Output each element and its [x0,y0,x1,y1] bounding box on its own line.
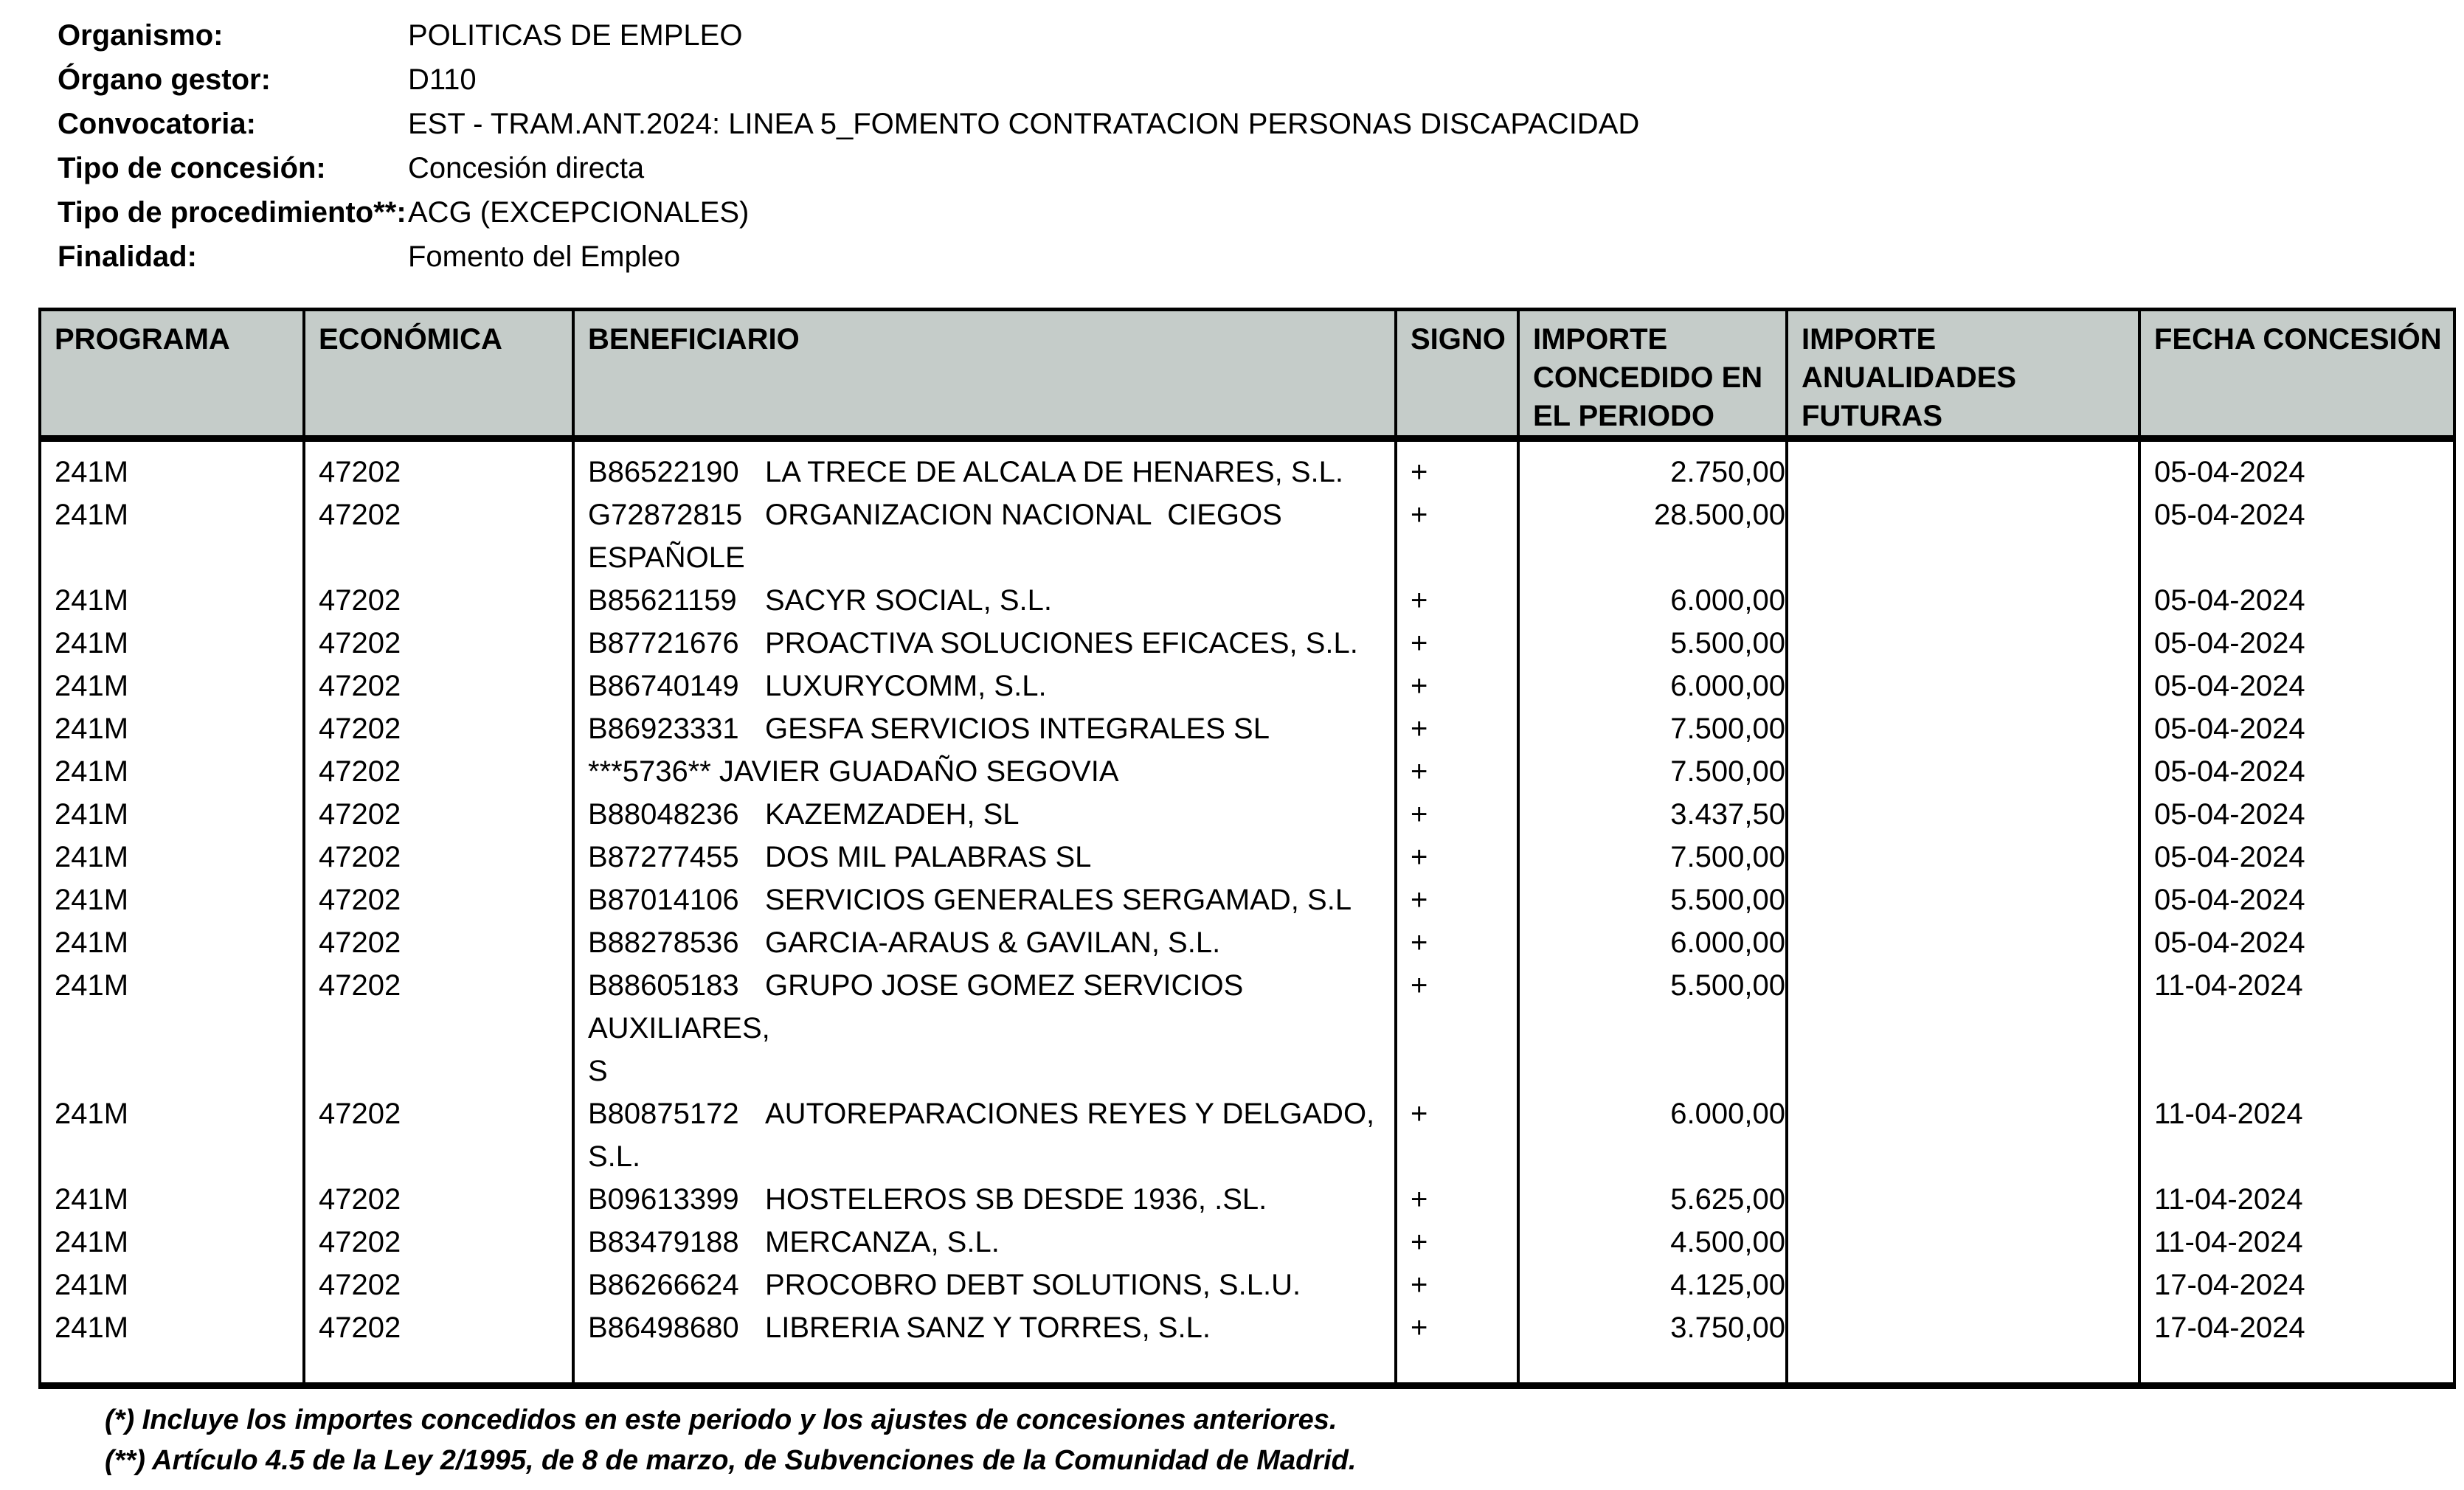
cell-economica: 47202 [304,1264,573,1306]
beneficiary-id: B80875172 [588,1098,739,1130]
cell-signo: + [1396,793,1518,836]
cell-importe: 6.000,00 [1518,1092,1787,1178]
cell-anualidades [1787,879,2139,921]
table-row [40,665,2454,707]
spacer-cell [40,1349,304,1386]
info-line-convocatoria [58,102,1639,146]
table-row [40,579,2454,622]
cell-beneficiario [573,921,1396,964]
cell-beneficiario [573,1178,1396,1221]
column-header-fecha-concesion: FECHA CONCESIÓN [2139,310,2454,439]
cell-fecha: 05-04-2024 [2139,921,2454,964]
beneficiary-name: PROACTIVA SOLUCIONES EFICACES, S.L. [765,627,1358,659]
cell-fecha: 11-04-2024 [2139,1092,2454,1178]
cell-importe: 6.000,00 [1518,921,1787,964]
cell-programa: 241M [55,1226,129,1258]
cell-beneficiario [573,439,1396,494]
cell-programa: 241M [55,1311,129,1344]
table-row [40,750,2454,793]
cell-importe: 3.437,50 [1518,793,1787,836]
cell-anualidades [1787,964,2139,1092]
column-header-economica: ECONÓMICA [304,310,573,439]
beneficiary-id: B86522190 [588,456,739,488]
table-row [40,921,2454,964]
tipo-procedimiento-label: Tipo de procedimiento**: [58,196,406,229]
cell-signo: + [1396,1221,1518,1264]
beneficiary-name: GESFA SERVICIOS INTEGRALES SL [765,713,1270,745]
cell-economica: 47202 [304,665,573,707]
beneficiary-name: MERCANZA, S.L. [765,1226,1000,1258]
cell-importe: 6.000,00 [1518,665,1787,707]
beneficiary-name: DOS MIL PALABRAS SL [765,841,1092,873]
beneficiary-id: B87721676 [588,627,739,659]
cell-fecha: 05-04-2024 [2139,750,2454,793]
spacer-cell [1396,1349,1518,1386]
cell-fecha: 05-04-2024 [2139,579,2454,622]
cell-fecha: 05-04-2024 [2139,622,2454,665]
beneficiary-id: G72872815 [588,499,743,531]
beneficiary-name: LUXURYCOMM, S.L. [765,670,1047,702]
cell-signo: + [1396,750,1518,793]
beneficiary-id: B09613399 [588,1183,739,1216]
cell-importe: 4.500,00 [1518,1221,1787,1264]
info-line-organismo [58,13,1639,58]
column-header-beneficiario: BENEFICIARIO [573,310,1396,439]
beneficiary-id: B88605183 [588,969,739,1002]
cell-programa: 241M [55,884,129,916]
grants-table [38,308,2456,1389]
cell-programa: 241M [55,969,129,1002]
info-line-tipo-procedimiento [58,190,1639,235]
beneficiary-id: B83479188 [588,1226,739,1258]
cell-economica: 47202 [304,439,573,494]
cell-fecha: 05-04-2024 [2139,793,2454,836]
cell-programa: 241M [55,499,129,531]
info-line-finalidad [58,235,1639,279]
cell-economica: 47202 [304,707,573,750]
cell-beneficiario [573,793,1396,836]
cell-beneficiario [573,1264,1396,1306]
beneficiary-name: GARCIA-ARAUS & GAVILAN, S.L. [765,926,1221,959]
cell-anualidades [1787,1306,2139,1349]
beneficiary-name: LA TRECE DE ALCALA DE HENARES, S.L. [765,456,1344,488]
table-row [40,836,2454,879]
table-row [40,439,2454,494]
beneficiary-name: PROCOBRO DEBT SOLUTIONS, S.L.U. [765,1269,1301,1301]
cell-fecha: 05-04-2024 [2139,439,2454,494]
beneficiary-name: ***5736** JAVIER GUADAÑO SEGOVIA [588,755,1119,788]
cell-signo: + [1396,622,1518,665]
cell-economica: 47202 [304,579,573,622]
cell-signo: + [1396,964,1518,1092]
beneficiary-name: SERVICIOS GENERALES SERGAMAD, S.L [765,884,1352,916]
beneficiary-id: B88278536 [588,926,739,959]
cell-fecha: 11-04-2024 [2139,964,2454,1092]
cell-beneficiario [573,1221,1396,1264]
cell-economica: 47202 [304,750,573,793]
cell-beneficiario [573,1092,1396,1178]
cell-beneficiario [573,1306,1396,1349]
cell-anualidades [1787,579,2139,622]
cell-importe: 4.125,00 [1518,1264,1787,1306]
cell-fecha: 05-04-2024 [2139,707,2454,750]
cell-economica: 47202 [304,493,573,579]
convocatoria-value: EST - TRAM.ANT.2024: LINEA 5_FOMENTO CONTRATACION PERSONAS DISCAPACIDAD [408,108,1640,140]
cell-signo: + [1396,879,1518,921]
beneficiary-name: GRUPO JOSE GOMEZ SERVICIOS AUXILIARES, [588,969,1250,1044]
beneficiary-id: B87014106 [588,884,739,916]
cell-signo: + [1396,1178,1518,1221]
cell-anualidades [1787,1264,2139,1306]
beneficiary-id: B86740149 [588,670,739,702]
tipo-concesion-label: Tipo de concesión: [58,152,326,184]
table-header-row [40,310,2454,439]
beneficiary-name: AUTOREPARACIONES REYES Y DELGADO, S.L. [588,1098,1383,1173]
spacer-cell [1787,1349,2139,1386]
cell-importe: 5.500,00 [1518,964,1787,1092]
cell-economica: 47202 [304,964,573,1092]
cell-anualidades [1787,750,2139,793]
cell-signo: + [1396,579,1518,622]
cell-fecha: 11-04-2024 [2139,1178,2454,1221]
table-row [40,1306,2454,1349]
table-row [40,622,2454,665]
tipo-concesion-value: Concesión directa [408,152,645,184]
table-row [40,1092,2454,1178]
organo-gestor-value: D110 [408,63,477,96]
info-line-organo-gestor [58,58,1639,102]
beneficiary-id: B88048236 [588,798,739,831]
cell-beneficiario [573,665,1396,707]
grants-table-body [40,439,2454,1386]
beneficiary-id: B85621159 [588,584,737,617]
cell-fecha: 05-04-2024 [2139,836,2454,879]
cell-fecha: 05-04-2024 [2139,879,2454,921]
beneficiary-name: ORGANIZACION NACIONAL CIEGOS [765,499,1282,531]
table-row [40,1264,2454,1306]
table-row [40,793,2454,836]
cell-anualidades [1787,707,2139,750]
beneficiary-name-wrap: ESPAÑOLE [588,541,745,574]
cell-programa: 241M [55,627,129,659]
cell-programa: 241M [55,755,129,788]
cell-anualidades [1787,836,2139,879]
cell-economica: 47202 [304,793,573,836]
cell-fecha: 17-04-2024 [2139,1264,2454,1306]
cell-signo: + [1396,1092,1518,1178]
cell-fecha: 11-04-2024 [2139,1221,2454,1264]
cell-signo: + [1396,439,1518,494]
cell-importe: 6.000,00 [1518,579,1787,622]
cell-programa: 241M [55,1183,129,1216]
cell-anualidades [1787,1178,2139,1221]
column-header-programa: PROGRAMA [40,310,304,439]
cell-programa: 241M [55,1269,129,1301]
footnote-asterisk: (*) Incluye los importes concedidos en este periodo y los ajustes de concesiones anteriores. [105,1404,1337,1435]
cell-economica: 47202 [304,622,573,665]
cell-importe: 5.500,00 [1518,622,1787,665]
cell-beneficiario [573,879,1396,921]
cell-beneficiario [573,622,1396,665]
cell-importe: 2.750,00 [1518,439,1787,494]
footnote-double-asterisk: (**) Artículo 4.5 de la Ley 2/1995, de 8 de marzo, de Subvenciones de la Comunidad de Madrid. [105,1445,1357,1476]
cell-beneficiario [573,493,1396,579]
cell-programa: 241M [55,926,129,959]
table-row [40,707,2454,750]
spacer-cell [2139,1349,2454,1386]
cell-beneficiario [573,579,1396,622]
cell-programa: 241M [55,456,129,488]
tipo-procedimiento-value: ACG (EXCEPCIONALES) [408,196,750,229]
cell-anualidades [1787,493,2139,579]
cell-beneficiario [573,750,1396,793]
footnotes [105,1400,1356,1481]
cell-importe: 5.625,00 [1518,1178,1787,1221]
column-header-signo: SIGNO [1396,310,1518,439]
beneficiary-id: B86923331 [588,713,739,745]
cell-economica: 47202 [304,879,573,921]
cell-economica: 47202 [304,921,573,964]
cell-beneficiario [573,836,1396,879]
cell-economica: 47202 [304,1178,573,1221]
beneficiary-name-wrap: S [588,1055,608,1087]
beneficiary-name: SACYR SOCIAL, S.L. [765,584,1053,617]
column-header-importe-anualidades: IMPORTE ANUALIDADES FUTURAS [1787,310,2139,439]
cell-importe: 7.500,00 [1518,750,1787,793]
beneficiary-id: B86498680 [588,1311,739,1344]
cell-signo: + [1396,493,1518,579]
table-row [40,1178,2454,1221]
cell-signo: + [1396,836,1518,879]
cell-signo: + [1396,665,1518,707]
cell-importe: 7.500,00 [1518,836,1787,879]
finalidad-label: Finalidad: [58,240,197,273]
cell-fecha: 05-04-2024 [2139,665,2454,707]
organismo-label: Organismo: [58,19,224,52]
spacer-row [40,1349,2454,1386]
cell-importe: 7.500,00 [1518,707,1787,750]
cell-anualidades [1787,665,2139,707]
document-header-info [58,13,1639,279]
beneficiary-name: LIBRERIA SANZ Y TORRES, S.L. [765,1311,1211,1344]
cell-economica: 47202 [304,1221,573,1264]
cell-anualidades [1787,793,2139,836]
table-row [40,879,2454,921]
cell-economica: 47202 [304,1092,573,1178]
cell-signo: + [1396,1264,1518,1306]
cell-programa: 241M [55,713,129,745]
cell-anualidades [1787,1092,2139,1178]
cell-programa: 241M [55,670,129,702]
cell-fecha: 17-04-2024 [2139,1306,2454,1349]
cell-economica: 47202 [304,836,573,879]
spacer-cell [1518,1349,1787,1386]
beneficiary-id: B86266624 [588,1269,739,1301]
organismo-value: POLITICAS DE EMPLEO [408,19,743,52]
cell-beneficiario [573,707,1396,750]
cell-programa: 241M [55,1098,129,1130]
cell-anualidades [1787,921,2139,964]
finalidad-value: Fomento del Empleo [408,240,681,273]
column-header-importe-concedido: IMPORTE CONCEDIDO EN EL PERIODO [1518,310,1787,439]
table-row [40,964,2454,1092]
cell-importe: 28.500,00 [1518,493,1787,579]
cell-anualidades [1787,439,2139,494]
cell-fecha: 05-04-2024 [2139,493,2454,579]
spacer-cell [304,1349,573,1386]
cell-importe: 3.750,00 [1518,1306,1787,1349]
beneficiary-name: HOSTELEROS SB DESDE 1936, .SL. [765,1183,1267,1216]
info-line-tipo-concesion [58,146,1639,190]
cell-signo: + [1396,707,1518,750]
table-row [40,1221,2454,1264]
table-row [40,493,2454,579]
cell-programa: 241M [55,841,129,873]
spacer-cell [573,1349,1396,1386]
cell-anualidades [1787,1221,2139,1264]
cell-programa: 241M [55,584,129,617]
cell-economica: 47202 [304,1306,573,1349]
cell-programa: 241M [55,798,129,831]
organo-gestor-label: Órgano gestor: [58,63,271,96]
cell-signo: + [1396,1306,1518,1349]
cell-anualidades [1787,622,2139,665]
convocatoria-label: Convocatoria: [58,108,256,140]
cell-importe: 5.500,00 [1518,879,1787,921]
cell-beneficiario [573,964,1396,1092]
beneficiary-id: B87277455 [588,841,739,873]
cell-signo: + [1396,921,1518,964]
beneficiary-name: KAZEMZADEH, SL [765,798,1020,831]
